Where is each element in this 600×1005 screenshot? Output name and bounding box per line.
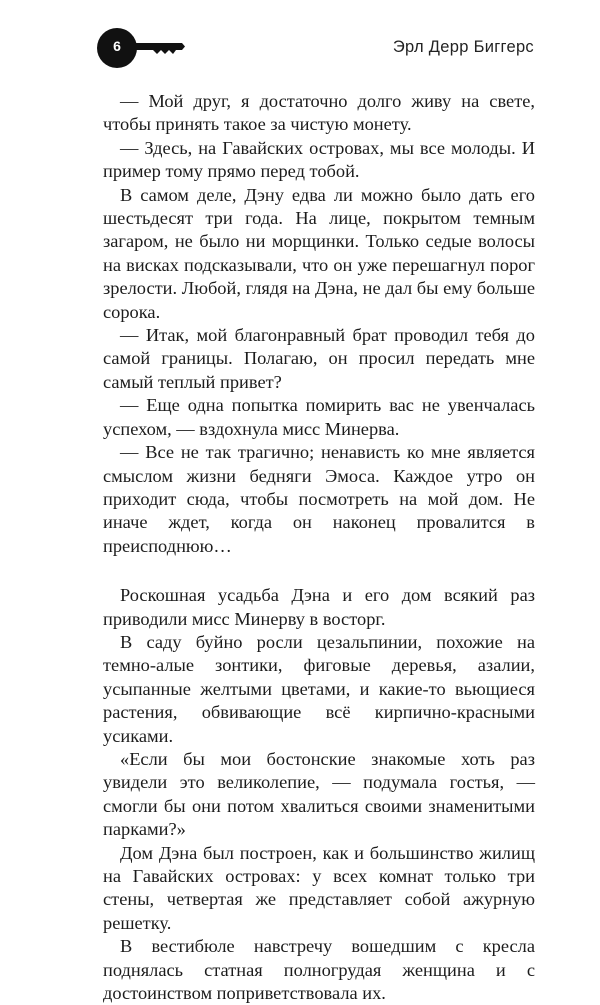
page-header: [0, 0, 600, 80]
paragraph: «Если бы мои бостонские знакомые хоть раз увидели это великолепие, — подумала гостья, — смогли бы они потом хвалиться своими знаменитыми парками?»: [103, 748, 535, 840]
paragraph: — Все не так трагично; ненависть ко мне является смыслом жизни бедняги Эмоса. Каждое утро он приходит сюда, чтобы посмотреть на мой дом. Не иначе ждет, когда он наконец провалится в преисподнюю…: [103, 442, 535, 556]
paragraph: В вестибюле навстречу вошедшим с кресла поднялась статная полногрудая женщина и с достоинством поприветствовала их.: [103, 936, 535, 1004]
section-break: [103, 558, 535, 584]
paragraph: В самом деле, Дэну едва ли можно было дать его шестьдесят три года. На лице, покрытом темным загаром, не было ни морщинки. Только седые волосы на висках подсказывали, что он уже перешагнул порог зрелости. Любой, глядя на Дэна, не дал бы ему больше сорока.: [103, 184, 535, 322]
paragraph: Дом Дэна был построен, как и большинство жилищ на Гавайских островах: у всех комнат только три стены, четвертая же представляет собой ажурную решетку.: [103, 842, 535, 933]
body-text: [103, 90, 535, 1005]
paragraph: — Здесь, на Гавайских островах, мы все молоды. И пример тому прямо перед тобой.: [103, 137, 535, 182]
paragraph: — Еще одна попытка помирить вас не увенчалась успехом, — вздохнула мисс Минерва.: [103, 395, 535, 439]
page-number: 6: [113, 38, 121, 54]
paragraph: Роскошная усадьба Дэна и его дом всякий раз приводили мисс Минерву в восторг.: [103, 585, 535, 629]
running-head-author: Эрл Дерр Биггерс: [392, 38, 534, 56]
paragraph: — Мой друг, я достаточно долго живу на свете, чтобы принять такое за чистую монету.: [103, 91, 535, 135]
paragraph: — Итак, мой благонравный брат проводил тебя до самой границы. Полагаю, он просил передать мне самый теплый привет?: [103, 325, 535, 392]
paragraph: В саду буйно росли цезальпинии, похожие на темно-алые зонтики, фиговые деревья, азалии, усыпанные желтыми цветами, и какие-то вьющиеся растения, обвивающие всё кирпично-красными усиками.: [103, 631, 535, 746]
